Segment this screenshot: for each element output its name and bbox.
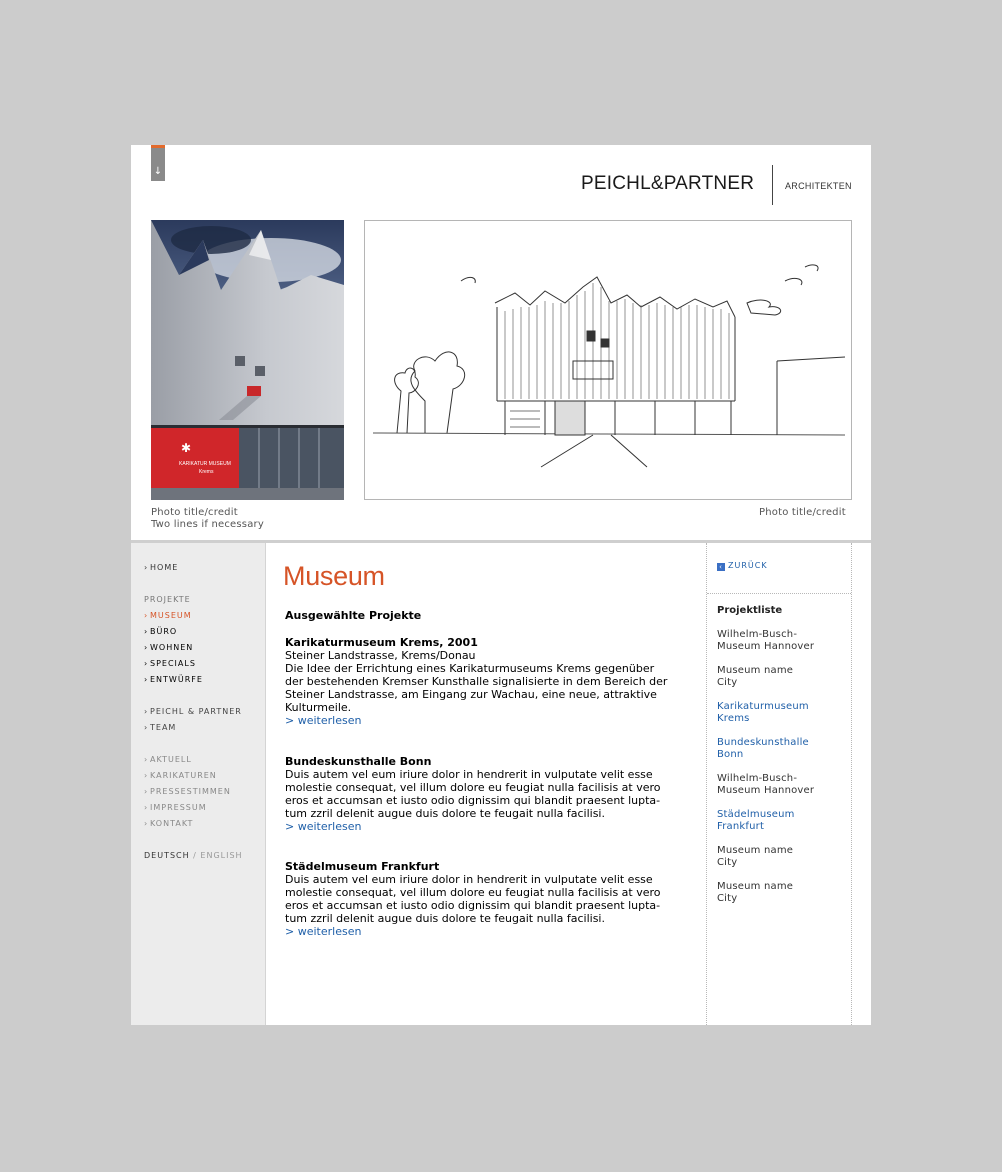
item-line2: Krems <box>717 713 750 724</box>
nav-item-specials[interactable] <box>144 659 196 668</box>
project-text-line: der bestehenden Kremser Kunsthalle signalisierte in dem Bereich der <box>285 675 668 688</box>
photo-caption-line2: Two lines if necessary <box>151 519 264 530</box>
nav-label: KARIKATUREN <box>150 771 217 780</box>
project-text-line: eros et accumsan et iusto odio dignissim qui blandit praesent lupta- <box>285 794 661 807</box>
back-arrow-icon: ‹ <box>717 563 725 571</box>
project-list-item[interactable] <box>717 701 809 725</box>
item-line1: Museum name <box>717 881 794 892</box>
back-label: ZURÜCK <box>728 561 768 570</box>
sidebar-nav <box>131 543 266 1025</box>
project-text-line: Die Idee der Errichtung eines Karikaturmuseums Krems gegenüber <box>285 662 655 675</box>
chevron-right-icon: › <box>144 819 149 828</box>
item-line2: City <box>717 893 738 904</box>
item-line1: Museum name <box>717 665 794 676</box>
nav-label: HOME <box>150 563 179 572</box>
chevron-right-icon: › <box>144 563 149 572</box>
chevron-right-icon: › <box>144 803 149 812</box>
item-line2: Museum Hannover <box>717 641 815 652</box>
arrow-down-icon: ↓ <box>153 166 163 177</box>
project-title: Bundeskunsthalle Bonn <box>285 755 432 768</box>
svg-text:KARIKATUR MUSEUM: KARIKATUR MUSEUM <box>179 461 231 467</box>
project-list-panel <box>706 543 852 1025</box>
photo-caption-line1: Photo title/credit <box>151 507 238 518</box>
project-text-line: tum zzril delenit augue duis dolore te feugait nulla facilisi. <box>285 912 605 925</box>
item-line1: Bundeskunsthalle <box>717 737 809 748</box>
nav-label: SPECIALS <box>150 659 196 668</box>
project-text-line: Duis autem vel eum iriure dolor in hendrerit in vulputate velit esse <box>285 768 653 781</box>
lang-separator: / <box>189 851 201 860</box>
project-text-line: tum zzril delenit augue duis dolore te feugait nulla facilisi. <box>285 807 605 820</box>
page-container <box>131 145 871 1025</box>
project-entry <box>285 860 661 938</box>
back-link[interactable] <box>717 561 768 571</box>
nav-item-buero[interactable] <box>144 627 177 636</box>
read-more-link[interactable]: > weiterlesen <box>285 714 362 727</box>
nav-item-home[interactable] <box>144 563 178 572</box>
nav-label: WOHNEN <box>150 643 194 652</box>
museum-photo <box>151 220 344 500</box>
project-text-line: Steiner Landstrasse, am Eingang zur Wachau, eine neue, attraktive <box>285 688 657 701</box>
project-text-line: molestie consequat, vel illum dolore eu feugiat nulla facilisis at vero <box>285 781 661 794</box>
nav-item-impressum[interactable] <box>144 803 207 812</box>
chevron-right-icon: › <box>144 659 149 668</box>
chevron-right-icon: › <box>144 723 149 732</box>
nav-label: TEAM <box>150 723 177 732</box>
chevron-right-icon: › <box>144 643 149 652</box>
scroll-down-tab[interactable] <box>151 145 165 181</box>
nav-item-karikaturen[interactable] <box>144 771 217 780</box>
project-address: Steiner Landstrasse, Krems/Donau <box>285 649 476 662</box>
nav-item-team[interactable] <box>144 723 176 732</box>
item-line1: Museum name <box>717 845 794 856</box>
photo-caption <box>151 507 264 531</box>
read-more-link[interactable]: > weiterlesen <box>285 820 362 833</box>
language-switch <box>144 851 243 860</box>
page-title: Museum <box>283 561 385 591</box>
sketch-graphic <box>365 221 851 499</box>
project-list-item[interactable] <box>717 809 795 833</box>
sketch-caption: Photo title/credit <box>759 507 846 518</box>
project-title: Karikaturmuseum Krems, 2001 <box>285 636 478 649</box>
chevron-right-icon: › <box>144 787 149 796</box>
panel-divider <box>707 593 851 594</box>
tab-accent <box>151 145 165 148</box>
logo-name: PEICHL&PARTNER <box>581 173 755 194</box>
chevron-right-icon: › <box>144 675 149 684</box>
read-more-link[interactable]: > weiterlesen <box>285 925 362 938</box>
architectural-sketch <box>364 220 852 500</box>
project-list-item[interactable] <box>717 737 809 761</box>
nav-label: PROJEKTE <box>144 595 191 604</box>
lang-english[interactable]: ENGLISH <box>200 851 243 860</box>
nav-label: BÜRO <box>150 627 178 636</box>
project-text-line: eros et accumsan et iusto odio dignissim qui blandit praesent lupta- <box>285 899 661 912</box>
project-list-item[interactable] <box>717 845 793 869</box>
item-line1: Städelmuseum <box>717 809 795 820</box>
nav-heading-projekte <box>144 595 191 604</box>
item-line1: Wilhelm-Busch- <box>717 629 798 640</box>
chevron-right-icon: › <box>144 707 149 716</box>
nav-label: ENTWÜRFE <box>150 675 203 684</box>
lang-deutsch[interactable]: DEUTSCH <box>144 851 190 860</box>
nav-label: PEICHL & PARTNER <box>150 707 242 716</box>
item-line1: Wilhelm-Busch- <box>717 773 798 784</box>
project-list-item[interactable] <box>717 665 793 689</box>
chevron-right-icon: › <box>144 771 149 780</box>
nav-item-peichl-partner[interactable] <box>144 707 242 716</box>
project-text-line: molestie consequat, vel illum dolore eu feugiat nulla facilisis at vero <box>285 886 661 899</box>
nav-label: AKTUELL <box>150 755 192 764</box>
item-line2: City <box>717 677 738 688</box>
project-text-line: Kulturmeile. <box>285 701 352 714</box>
logo[interactable] <box>581 165 851 207</box>
nav-item-entwuerfe[interactable] <box>144 675 203 684</box>
chevron-right-icon: › <box>144 611 149 620</box>
nav-item-wohnen[interactable] <box>144 643 193 652</box>
nav-label: MUSEUM <box>150 611 192 620</box>
item-line2: Museum Hannover <box>717 785 815 796</box>
museum-photo-graphic <box>151 220 344 500</box>
project-list-item[interactable] <box>717 773 814 797</box>
item-line1: Karikaturmuseum <box>717 701 809 712</box>
item-line2: Bonn <box>717 749 744 760</box>
nav-label: KONTAKT <box>150 819 194 828</box>
nav-item-museum[interactable] <box>144 611 192 620</box>
nav-item-aktuell[interactable] <box>144 755 192 764</box>
logo-subtitle: ARCHITEKTEN <box>785 181 852 191</box>
svg-text:✱: ✱ <box>181 441 192 455</box>
item-line2: City <box>717 857 738 868</box>
subtitle-text: Ausgewählte Projekte <box>285 609 422 622</box>
project-list-item[interactable] <box>717 629 814 653</box>
project-list-item[interactable] <box>717 881 793 905</box>
nav-item-kontakt[interactable] <box>144 819 193 828</box>
logo-divider <box>772 165 773 205</box>
nav-item-pressestimmen[interactable] <box>144 787 231 796</box>
chevron-right-icon: › <box>144 755 149 764</box>
project-list-heading: Projektliste <box>717 605 783 616</box>
project-text-line: Duis autem vel eum iriure dolor in hendrerit in vulputate velit esse <box>285 873 653 886</box>
chevron-right-icon: › <box>144 627 149 636</box>
section-subtitle <box>285 609 421 622</box>
project-title: Städelmuseum Frankfurt <box>285 860 440 873</box>
project-entry <box>285 755 661 833</box>
nav-label: IMPRESSUM <box>150 803 207 812</box>
item-line2: Frankfurt <box>717 821 765 832</box>
nav-label: PRESSESTIMMEN <box>150 787 231 796</box>
svg-text:Krems: Krems <box>199 469 214 475</box>
project-entry <box>285 636 667 727</box>
